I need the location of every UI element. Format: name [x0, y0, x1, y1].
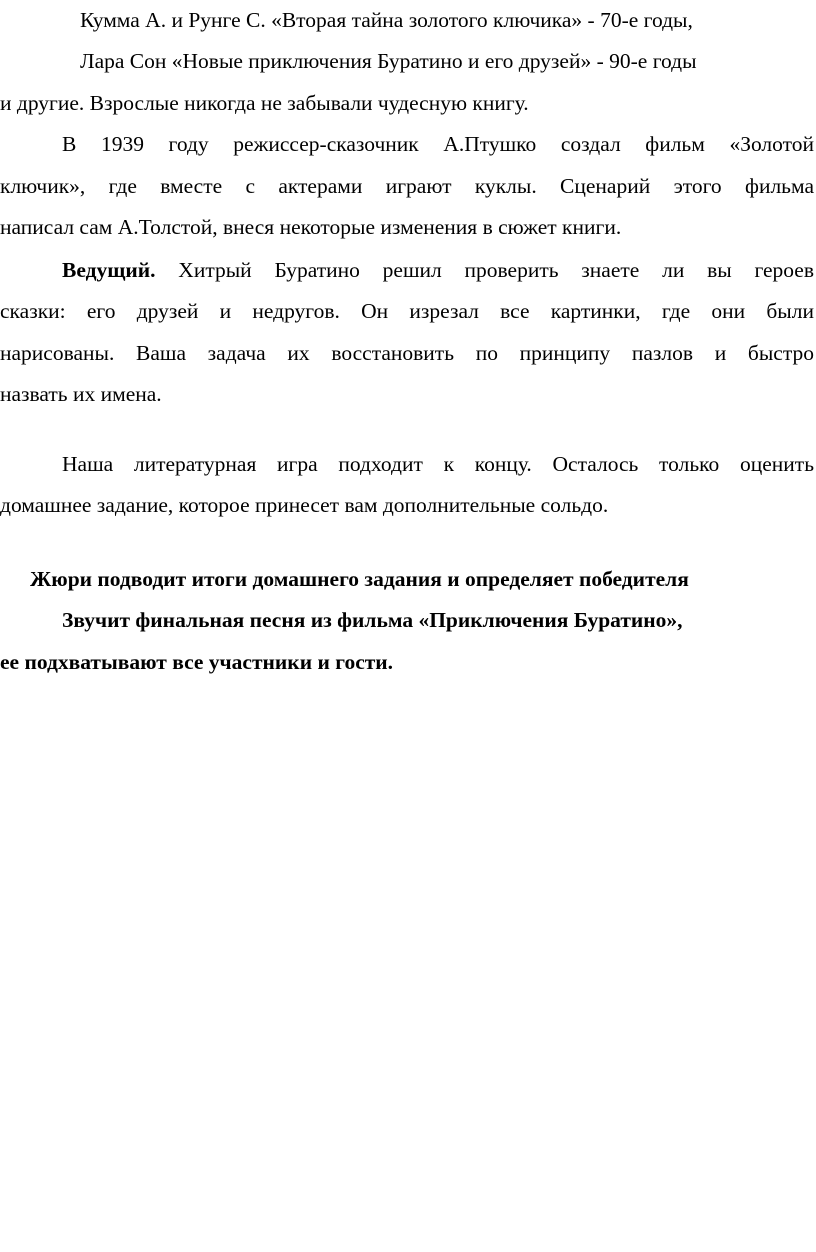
final-song-line: ее подхватывают все участники и гости. [0, 650, 394, 674]
paragraph-line: назвать их имена. [0, 382, 162, 406]
paragraph-line: домашнее задание, которое принесет вам дополнительные сольдо. [0, 493, 609, 517]
paragraph-line: Наша литературная игра подходит к концу. Осталось только оценить [62, 452, 814, 476]
paragraph-line: и другие. Взрослые никогда не забывали чудесную книгу. [0, 91, 529, 115]
jury-line: Жюри подводит итоги домашнего задания и определяет победителя [30, 567, 689, 591]
speaker-label: Ведущий. [62, 258, 156, 282]
paragraph-line: В 1939 году режиссер-сказочник А.Птушко создал фильм «Золотой [62, 132, 814, 156]
paragraph-line: написал сам А.Толстой, внеся некоторые изменения в сюжет книги. [0, 215, 622, 239]
paragraph-text: Хитрый Буратино решил проверить знаете ли вы героев [155, 258, 814, 282]
paragraph-line: сказки: его друзей и недругов. Он изрезал все картинки, где они были [0, 299, 814, 323]
paragraph-line [62, 256, 814, 284]
final-song-line: Звучит финальная песня из фильма «Приключения Буратино», [62, 608, 683, 632]
paragraph-line: Кумма А. и Рунге С. «Вторая тайна золотого ключика» - 70-е годы, [80, 8, 693, 32]
paragraph-line: Лара Сон «Новые приключения Буратино и его друзей» - 90-е годы [80, 49, 697, 73]
paragraph-line: нарисованы. Ваша задача их восстановить по принципу пазлов и быстро [0, 341, 814, 365]
paragraph-line: ключик», где вместе с актерами играют куклы. Сценарий этого фильма [0, 174, 814, 198]
